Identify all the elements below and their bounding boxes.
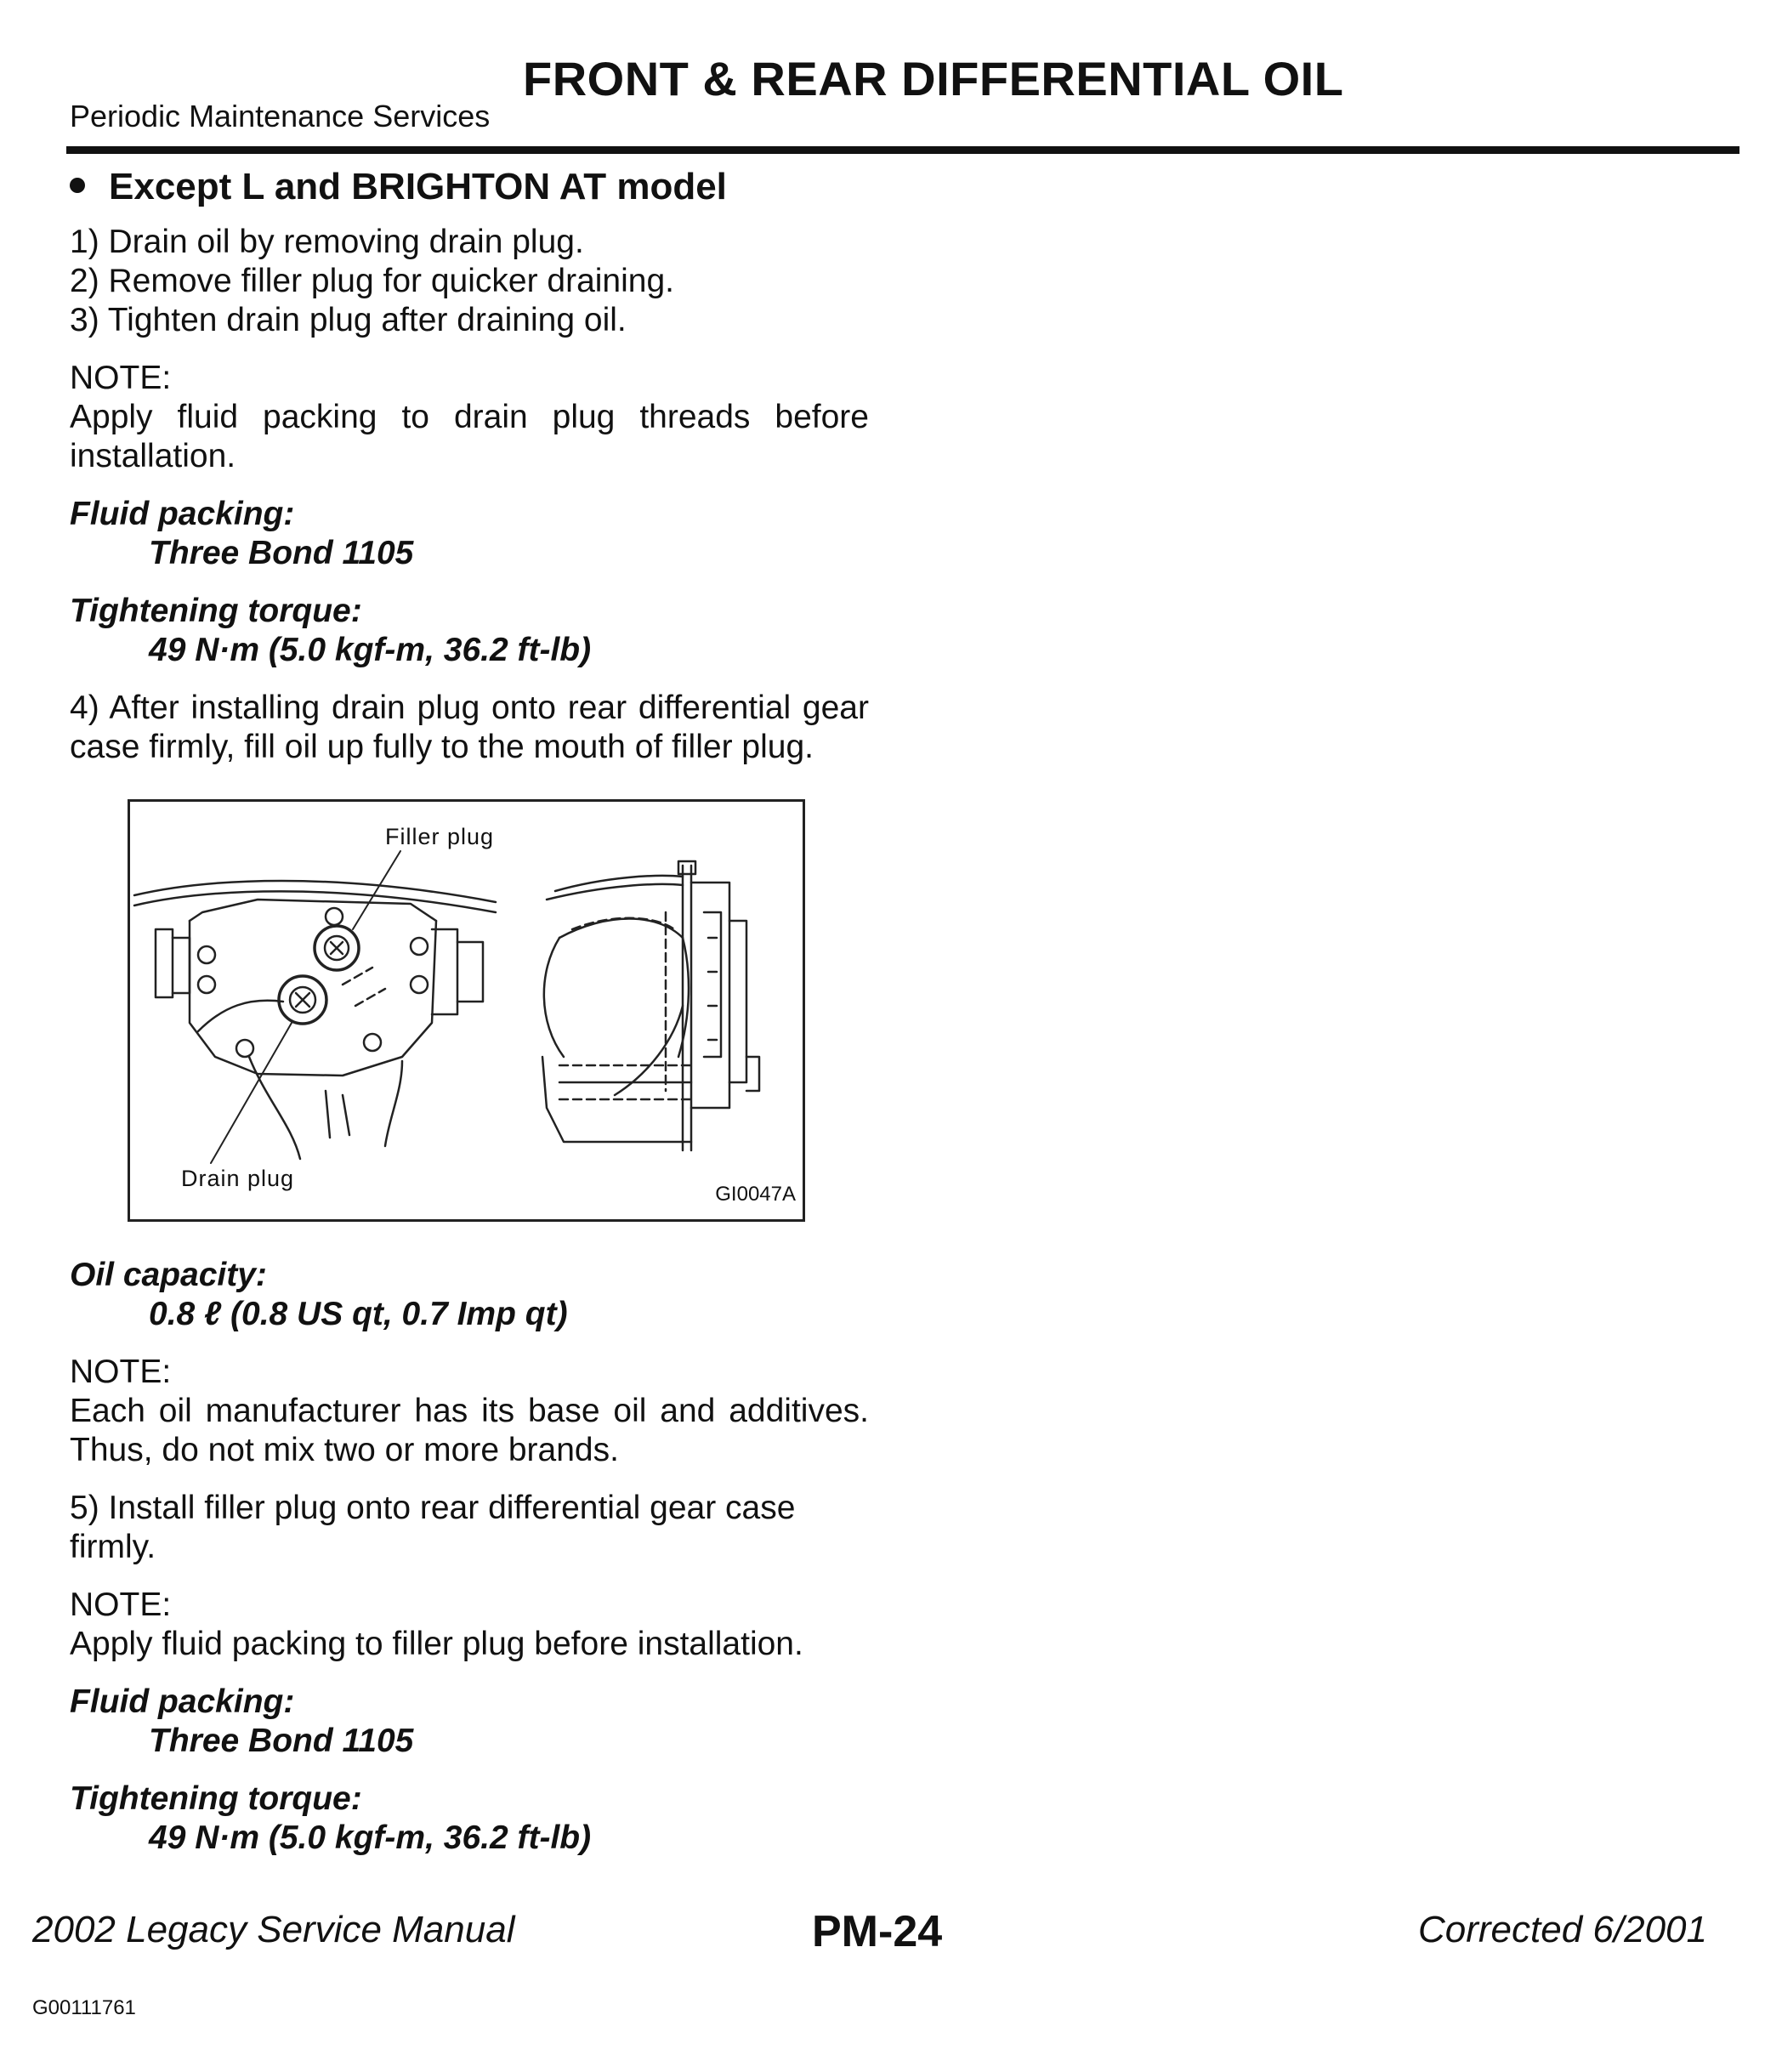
torque-label-2: Tightening torque: [70, 1780, 362, 1817]
oil-capacity-label: Oil capacity: [70, 1257, 267, 1293]
section-name: Periodic Maintenance Services [70, 99, 491, 133]
differential-figure [128, 799, 805, 1222]
step-2: 2) Remove filler plug for quicker draining. [70, 263, 674, 299]
footer-manual-title: 2002 Legacy Service Manual [32, 1909, 515, 1950]
fluid-packing-label-1: Fluid packing: [70, 496, 295, 532]
footer-page-number: PM-24 [812, 1907, 943, 1956]
step-3: 3) Tighten drain plug after draining oil. [70, 302, 627, 338]
note-1-text: Apply fluid packing to drain plug threads before installation. [70, 399, 869, 474]
note-1-label: NOTE: [70, 360, 172, 396]
bullet-heading-text: Except L and BRIGHTON AT model [109, 166, 727, 207]
main-content [70, 223, 869, 1858]
step-5: 5) Install filler plug onto rear differential gear case firmly. [70, 1490, 796, 1565]
oil-capacity-value: 0.8 ℓ (0.8 US qt, 0.7 Imp qt) [149, 1296, 568, 1332]
note-3-label: NOTE: [70, 1587, 172, 1623]
fluid-packing-label-2: Fluid packing: [70, 1683, 295, 1720]
fluid-packing-value-2: Three Bond 1105 [149, 1723, 414, 1759]
footer-corrected-date: Corrected 6/2001 [1418, 1909, 1707, 1950]
header-rule [66, 146, 1739, 154]
bullet-icon [70, 178, 85, 193]
note-3-text: Apply fluid packing to filler plug before installation. [70, 1626, 803, 1662]
page-title: FRONT & REAR DIFFERENTIAL OIL [523, 52, 1344, 105]
torque-label-1: Tightening torque: [70, 593, 362, 629]
figure-code: GI0047A [715, 1183, 796, 1206]
drain-plug-label: Drain plug [181, 1166, 295, 1191]
filler-plug-label: Filler plug [385, 824, 495, 849]
step-1: 1) Drain oil by removing drain plug. [70, 224, 584, 260]
torque-value-2: 49 N·m (5.0 kgf-m, 36.2 ft-lb) [149, 1819, 592, 1856]
document-code: G00111761 [32, 1996, 136, 2019]
differential-drawing [130, 802, 803, 1219]
fluid-packing-value-1: Three Bond 1105 [149, 535, 414, 571]
bullet-heading [70, 166, 727, 208]
note-2-text: Each oil manufacturer has its base oil and additives. Thus, do not mix two or more brands. [70, 1393, 869, 1468]
note-2-label: NOTE: [70, 1354, 172, 1390]
torque-value-1: 49 N·m (5.0 kgf-m, 36.2 ft-lb) [149, 632, 592, 668]
step-4: 4) After installing drain plug onto rear differential gear case firmly, fill oil up fully to the mouth of filler plug. [70, 690, 869, 765]
steps-list [70, 223, 869, 340]
